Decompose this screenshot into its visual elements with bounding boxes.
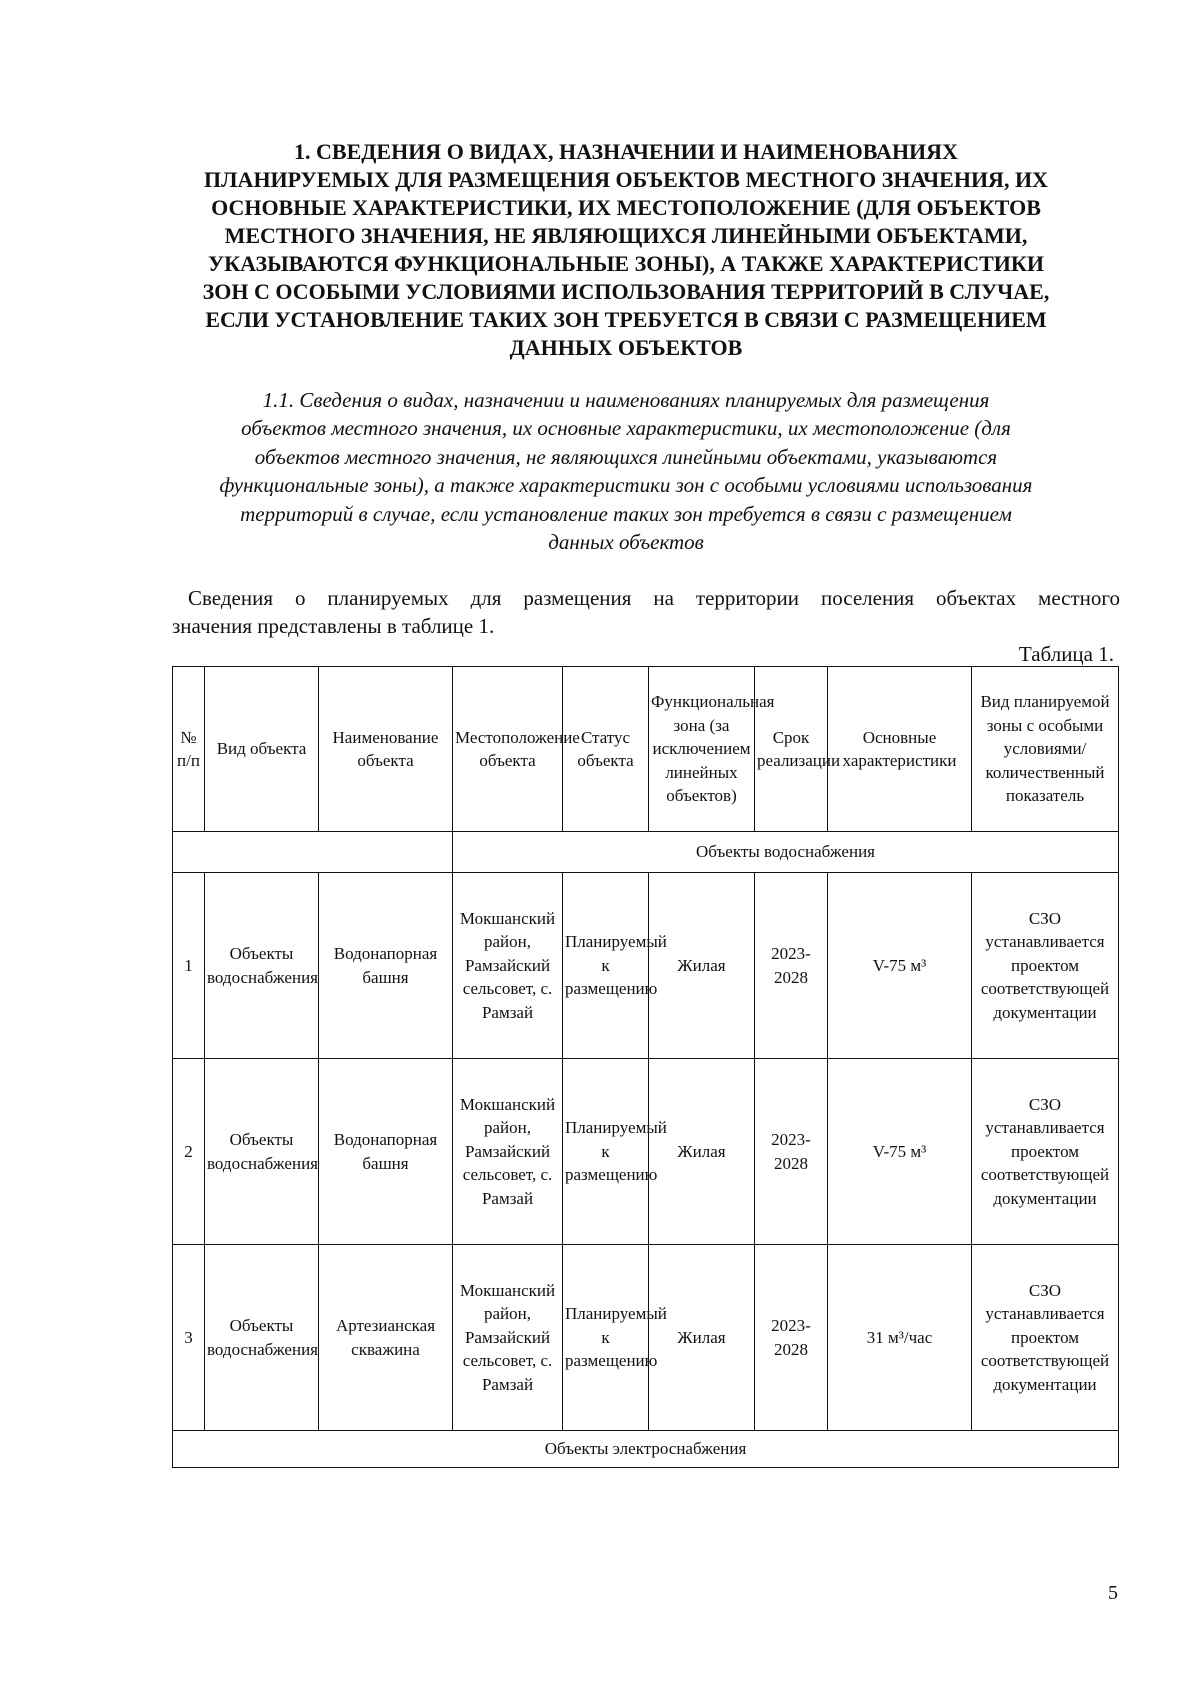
- heading-line: ЕСЛИ УСТАНОВЛЕНИЕ ТАКИХ ЗОН ТРЕБУЕТСЯ В СВЯЗИ С РАЗМЕЩЕНИЕМ: [205, 307, 1047, 332]
- col-header-name: Наименование объекта: [319, 667, 453, 832]
- table-header-row: [173, 667, 1119, 832]
- heading-line: 1. СВЕДЕНИЯ О ВИДАХ, НАЗНАЧЕНИИ И НАИМЕНОВАНИЯХ: [294, 139, 958, 164]
- cell-characteristics: 31 м³/час: [828, 1245, 972, 1431]
- cell-term: 2023-2028: [755, 873, 828, 1059]
- cell-term: 2023-2028: [755, 1059, 828, 1245]
- subheading-line: объектов местного значения, их основные характеристики, их местоположение (для: [241, 416, 1011, 441]
- intro-line-2: значения представлены в таблице 1.: [172, 614, 495, 638]
- cell-location: Мокшанский район, Рамзайский сельсовет, с. Рамзай: [453, 873, 563, 1059]
- cell-name: Артезианская скважина: [319, 1245, 453, 1431]
- table-caption: Таблица 1.: [1018, 642, 1114, 666]
- heading-line: МЕСТНОГО ЗНАЧЕНИЯ, НЕ ЯВЛЯЮЩИХСЯ ЛИНЕЙНЫМИ ОБЪЕКТАМИ,: [224, 223, 1028, 248]
- cell-location: Мокшанский район, Рамзайский сельсовет, с. Рамзай: [453, 1059, 563, 1245]
- cell-name: Водонапорная башня: [319, 873, 453, 1059]
- cell-number: 2: [173, 1059, 205, 1245]
- cell-zone: Жилая: [649, 1059, 755, 1245]
- subheading-line: территорий в случае, если установление таких зон требуется в связи с размещением: [240, 501, 1012, 526]
- cell-number: 1: [173, 873, 205, 1059]
- cell-status: Планируемый к размещению: [563, 873, 649, 1059]
- section-row-power: Объекты электроснабжения: [173, 1431, 1119, 1468]
- intro-paragraph: [172, 584, 1120, 640]
- subsection-heading: [150, 386, 1102, 556]
- section-heading: [150, 138, 1102, 362]
- heading-line: ПЛАНИРУЕМЫХ ДЛЯ РАЗМЕЩЕНИЯ ОБЪЕКТОВ МЕСТНОГО ЗНАЧЕНИЯ, ИХ: [204, 167, 1048, 192]
- heading-line: УКАЗЫВАЮТСЯ ФУНКЦИОНАЛЬНЫЕ ЗОНЫ), А ТАКЖЕ ХАРАКТЕРИСТИКИ: [208, 251, 1044, 276]
- heading-line: ЗОН С ОСОБЫМИ УСЛОВИЯМИ ИСПОЛЬЗОВАНИЯ ТЕРРИТОРИЙ В СЛУЧАЕ,: [202, 279, 1050, 304]
- section-row: [173, 1431, 1119, 1468]
- cell-name: Водонапорная башня: [319, 1059, 453, 1245]
- cell-type: Объекты водоснабжения: [205, 873, 319, 1059]
- page-number: 5: [1108, 1582, 1118, 1604]
- table-row: [173, 1245, 1119, 1431]
- cell-special-zone: СЗО устанавливается проектом соответствующей документации: [972, 873, 1119, 1059]
- cell-characteristics: V-75 м³: [828, 1059, 972, 1245]
- section-row: [173, 832, 1119, 873]
- col-header-location: Местоположение объекта: [453, 667, 563, 832]
- col-header-type: Вид объекта: [205, 667, 319, 832]
- cell-special-zone: СЗО устанавливается проектом соответствующей документации: [972, 1059, 1119, 1245]
- table-row: [173, 1059, 1119, 1245]
- col-header-special-zone: Вид планируемой зоны с особыми условиями/ количественный показатель: [972, 667, 1119, 832]
- section-row-blank: [173, 832, 453, 873]
- cell-status: Планируемый к размещению: [563, 1059, 649, 1245]
- table-row: [173, 873, 1119, 1059]
- col-header-term: Срок реализации: [755, 667, 828, 832]
- col-header-number: № п/п: [173, 667, 205, 832]
- cell-special-zone: СЗО устанавливается проектом соответствующей документации: [972, 1245, 1119, 1431]
- cell-number: 3: [173, 1245, 205, 1431]
- cell-term: 2023-2028: [755, 1245, 828, 1431]
- heading-line: ОСНОВНЫЕ ХАРАКТЕРИСТИКИ, ИХ МЕСТОПОЛОЖЕНИЕ (ДЛЯ ОБЪЕКТОВ: [211, 195, 1041, 220]
- cell-location: Мокшанский район, Рамзайский сельсовет, с. Рамзай: [453, 1245, 563, 1431]
- col-header-characteristics: Основные характеристики: [828, 667, 972, 832]
- subheading-line: данных объектов: [548, 530, 704, 555]
- subheading-line: 1.1. Сведения о видах, назначении и наименованиях планируемых для размещения: [262, 388, 990, 412]
- cell-characteristics: V-75 м³: [828, 873, 972, 1059]
- heading-line: ДАННЫХ ОБЪЕКТОВ: [509, 335, 743, 360]
- subheading-line: объектов местного значения, не являющихся линейными объектами, указываются: [254, 444, 998, 469]
- cell-status: Планируемый к размещению: [563, 1245, 649, 1431]
- col-header-zone: Функциональная зона (за исключением линейных объектов): [649, 667, 755, 832]
- col-header-status: Статус объекта: [563, 667, 649, 832]
- objects-table: [172, 666, 1119, 1468]
- cell-type: Объекты водоснабжения: [205, 1059, 319, 1245]
- subheading-line: функциональные зоны), а также характеристики зон с особыми условиями использования: [219, 473, 1033, 498]
- intro-line-1: Сведения о планируемых для размещения на территории поселения объектах местного: [188, 586, 1120, 610]
- section-row-water: Объекты водоснабжения: [453, 832, 1119, 873]
- cell-zone: Жилая: [649, 873, 755, 1059]
- cell-type: Объекты водоснабжения: [205, 1245, 319, 1431]
- cell-zone: Жилая: [649, 1245, 755, 1431]
